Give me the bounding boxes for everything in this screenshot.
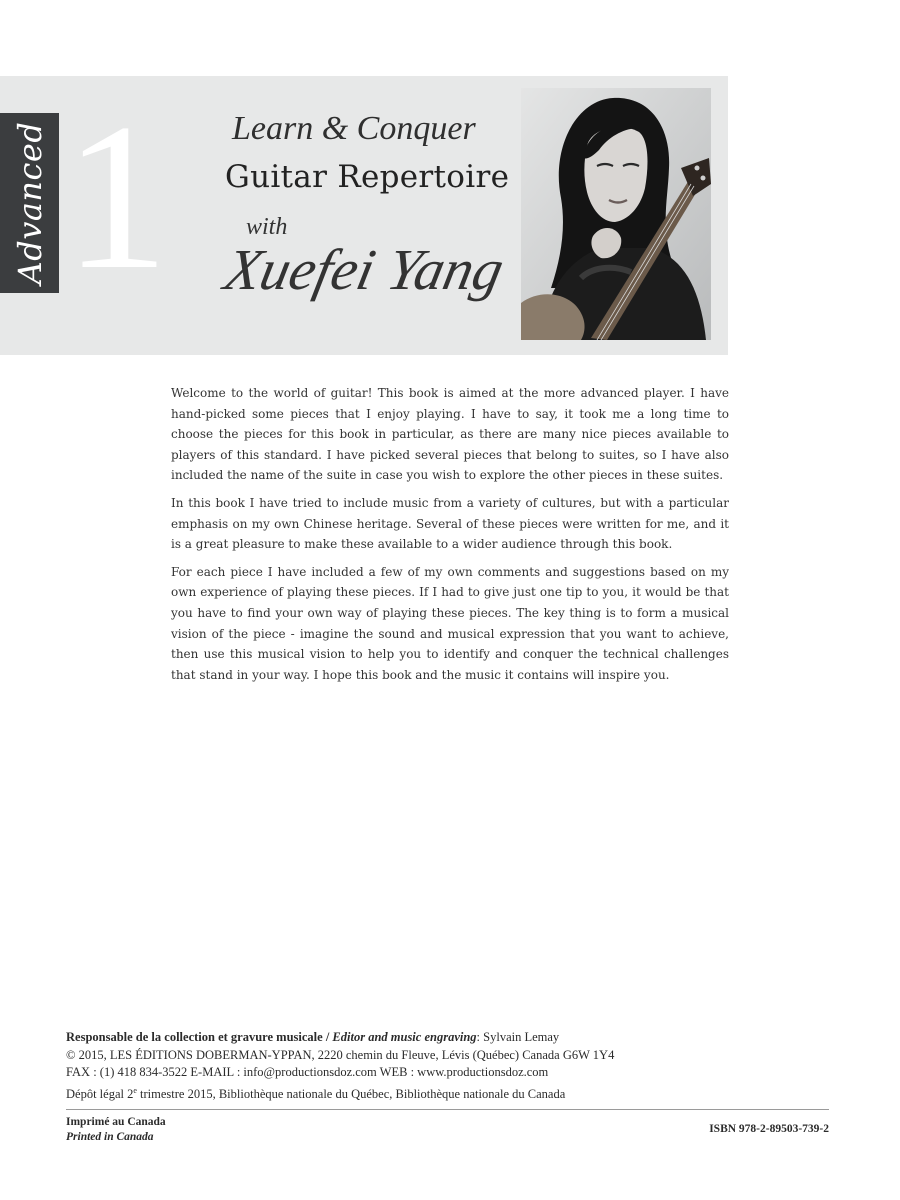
printed-in [66, 1115, 166, 1145]
printed-in-fr: Imprimé au Canada [66, 1116, 166, 1128]
isbn: ISBN 978-2-89503-739-2 [709, 1123, 829, 1135]
editor-name: : Sylvain Lemay [476, 1030, 560, 1044]
intro-paragraph: In this book I have tried to include music from a variety of cultures, but with a particular emphasis on my own Chinese heritage. Several of these pieces were written for me, and it is a great pleasure to make these available to a wider audience through this book. [171, 495, 729, 552]
editor-credit-separator: / [322, 1030, 333, 1044]
intro-paragraph: Welcome to the world of guitar! This book is aimed at the more advanced player. I have hand-picked some pieces that I enjoy playing. I have to say, it took me a long time to choose the pieces for this book in particular, as there are many nice pieces available to players of this standard. I have picked several pieces that belong to suites, so I have also included the name of the suite in case you wish to explore the other pieces in these suites. [171, 386, 729, 483]
title-line-2: Guitar Repertoire [225, 159, 510, 195]
level-label: Advanced [11, 121, 49, 285]
printed-in-en: Printed in Canada [66, 1131, 154, 1143]
footer-divider [66, 1109, 829, 1110]
contact-line: FAX : (1) 418 834-3522 E-MAIL : info@productionsdoz.com WEB : www.productionsdoz.com [66, 1065, 549, 1079]
legal-deposit-line: Dépôt légal 2e trimestre 2015, Bibliothèque nationale du Québec, Bibliothèque nationale du Canada [66, 1085, 566, 1101]
editor-credit [66, 1029, 766, 1047]
author-signature: Xuefei Yang [219, 237, 510, 302]
book-number: 1 [64, 81, 169, 313]
editor-credit-en: Editor and music engraving [332, 1030, 477, 1044]
editor-credit-fr: Responsable de la collection et gravure musicale [66, 1030, 323, 1044]
intro-paragraph: For each piece I have included a few of my own comments and suggestions based on my own experience of playing these pieces. If I had to give just one tip to you, it would be that you have to find your own way of playing these pieces. The key thing is to form a musical vision of the piece - imagine the sound and musical expression that you want to achieve, then use this musical vision to help you to identify and conquer the technical challenges that stand in your way. I hope this book and the music it contains will inspire you. [171, 564, 729, 682]
intro-text [171, 383, 729, 692]
publisher-credits [66, 1029, 766, 1103]
title-with: with [246, 214, 288, 240]
copyright-line: © 2015, LES ÉDITIONS DOBERMAN-YPPAN, 2220 chemin du Fleuve, Lévis (Québec) Canada G6W 1Y4 [66, 1047, 615, 1062]
title-line-1: Learn & Conquer [232, 110, 476, 147]
author-photo [521, 88, 711, 340]
